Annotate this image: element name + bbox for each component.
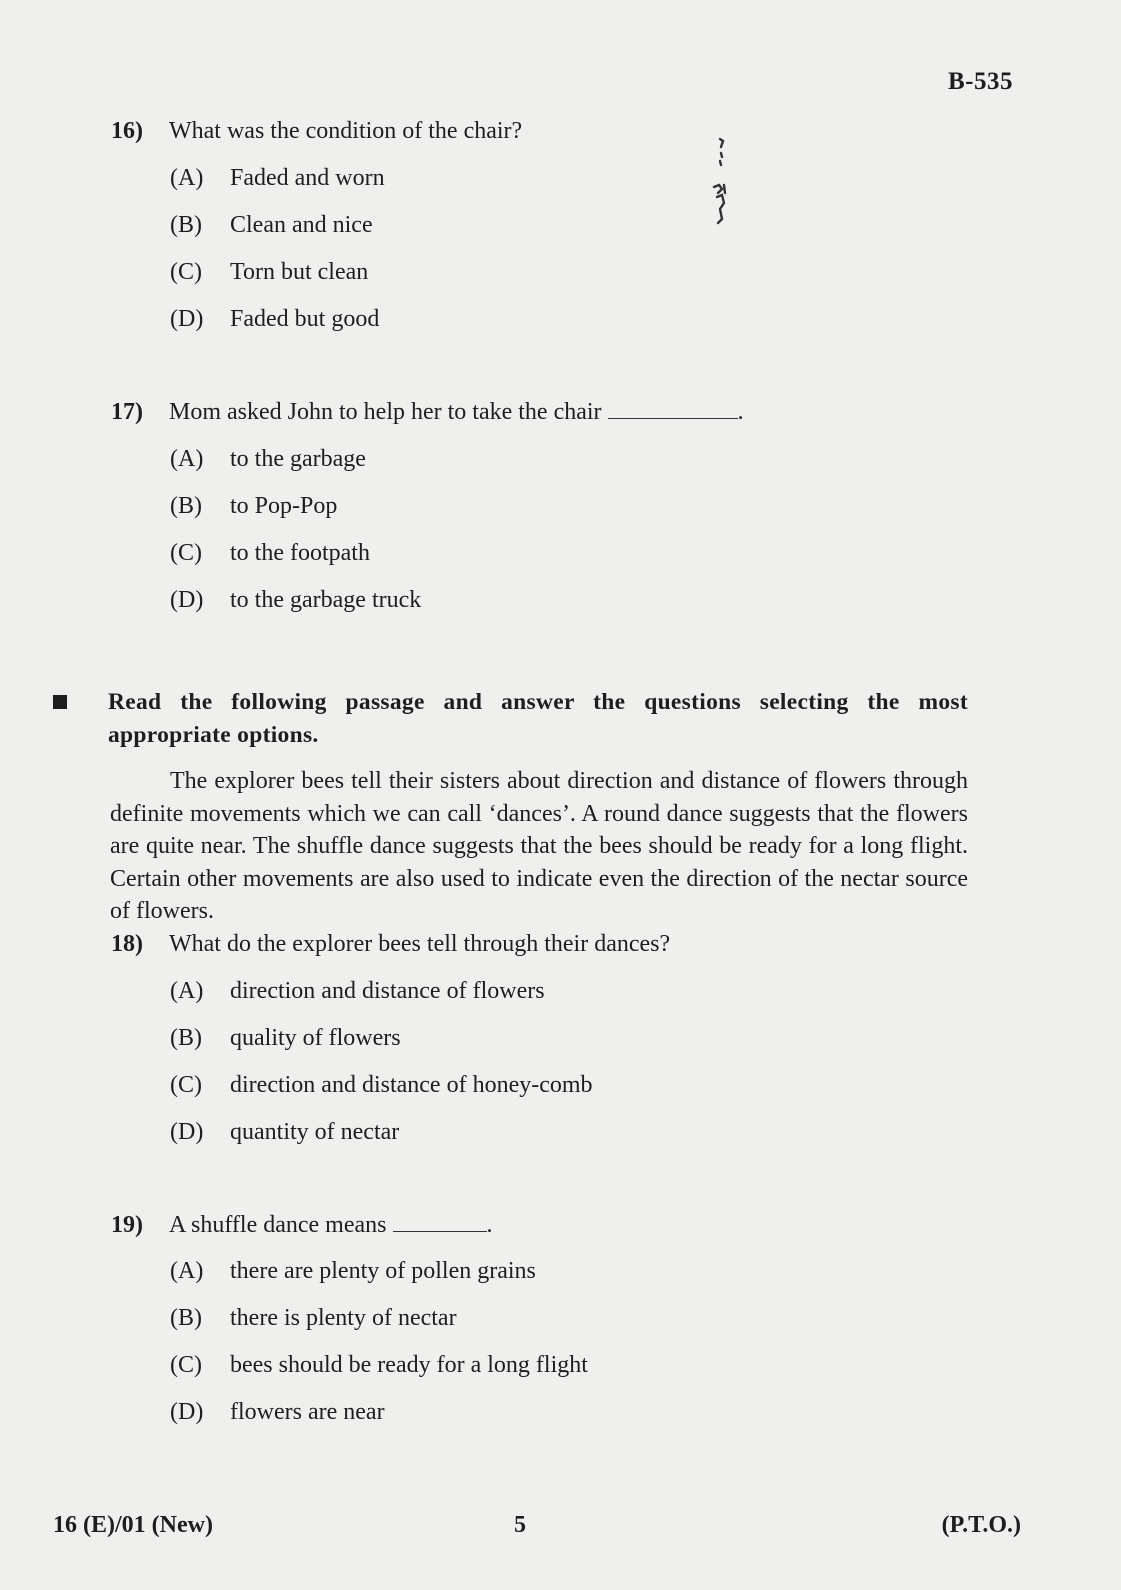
option-label: (B) (170, 493, 202, 519)
question-19 (111, 1211, 493, 1239)
question-17 (111, 398, 744, 426)
question-text: What was the condition of the chair? (169, 118, 523, 144)
section-instruction: Read the following passage and answer the questions selecting the most appropriate options. (108, 689, 968, 748)
option-label: (C) (170, 259, 202, 285)
option[interactable] (170, 1258, 536, 1285)
option[interactable] (170, 446, 366, 473)
option-text: flowers are near (230, 1399, 385, 1425)
option-text: direction and distance of flowers (230, 978, 545, 1004)
option-text: quality of flowers (230, 1025, 401, 1051)
question-text: What do the explorer bees tell through their dances? (169, 931, 671, 957)
option-text: to the garbage (230, 446, 366, 472)
bullet-square-icon (53, 695, 67, 709)
question-number: 17) (111, 399, 143, 425)
option[interactable] (170, 540, 370, 567)
question-tail: . (486, 1212, 493, 1238)
option[interactable] (170, 306, 379, 333)
option-text: there are plenty of pollen grains (230, 1258, 536, 1284)
option[interactable] (170, 587, 421, 614)
option-text: there is plenty of nectar (230, 1305, 457, 1331)
option-label: (A) (170, 1258, 204, 1284)
answer-blank (393, 1211, 487, 1232)
option[interactable] (170, 259, 368, 286)
question-text: A shuffle dance means (169, 1212, 387, 1238)
option[interactable] (170, 212, 373, 239)
question-number: 18) (111, 931, 143, 957)
paper-code: B-535 (948, 68, 1013, 95)
option[interactable] (170, 1399, 385, 1426)
option-label: (C) (170, 540, 202, 566)
option-label: (C) (170, 1352, 202, 1378)
question-18 (111, 931, 670, 958)
footer-paper-code: 16 (E)/01 (New) (53, 1512, 213, 1538)
option-text: quantity of nectar (230, 1119, 400, 1145)
question-text: Mom asked John to help her to take the chair (169, 399, 602, 425)
answer-blank (608, 398, 738, 419)
option-label: (A) (170, 978, 204, 1004)
question-number: 19) (111, 1212, 143, 1238)
option-label: (D) (170, 587, 204, 613)
option-text: to the garbage truck (230, 587, 422, 613)
option-label: (B) (170, 212, 202, 238)
ink-smudge (710, 135, 734, 231)
question-tail: . (737, 399, 744, 425)
option[interactable] (170, 1072, 593, 1099)
option[interactable] (170, 978, 545, 1005)
option-text: Torn but clean (230, 259, 369, 285)
page-number: 5 (514, 1512, 526, 1538)
option[interactable] (170, 1305, 457, 1332)
option-text: bees should be ready for a long flight (230, 1352, 588, 1378)
option-text: Faded and worn (230, 165, 385, 191)
reading-passage: The explorer bees tell their sisters about direction and distance of flowers through definite movements which we can call ‘dances’. A round dance suggests that the flowers are quite near. The shuffle dance suggests that the bees should be ready for a long flight. Certain other movements are also used to indicate even the direction of the nectar source of flowers. (110, 768, 968, 924)
option-label: (D) (170, 1119, 204, 1145)
option-label: (B) (170, 1305, 202, 1331)
please-turn-over: (P.T.O.) (941, 1512, 1021, 1538)
option-label: (D) (170, 1399, 204, 1425)
question-16 (111, 118, 522, 145)
option-label: (C) (170, 1072, 202, 1098)
option[interactable] (170, 1025, 401, 1052)
option[interactable] (170, 165, 385, 192)
option[interactable] (170, 493, 337, 520)
option-text: direction and distance of honey-comb (230, 1072, 593, 1098)
option-text: Faded but good (230, 306, 380, 332)
option-label: (B) (170, 1025, 202, 1051)
option-text: to the footpath (230, 540, 370, 566)
option[interactable] (170, 1352, 588, 1379)
question-number: 16) (111, 118, 143, 144)
option-label: (D) (170, 306, 204, 332)
option-label: (A) (170, 165, 204, 191)
option-text: to Pop-Pop (230, 493, 338, 519)
option-label: (A) (170, 446, 204, 472)
option-text: Clean and nice (230, 212, 373, 238)
option[interactable] (170, 1119, 399, 1146)
